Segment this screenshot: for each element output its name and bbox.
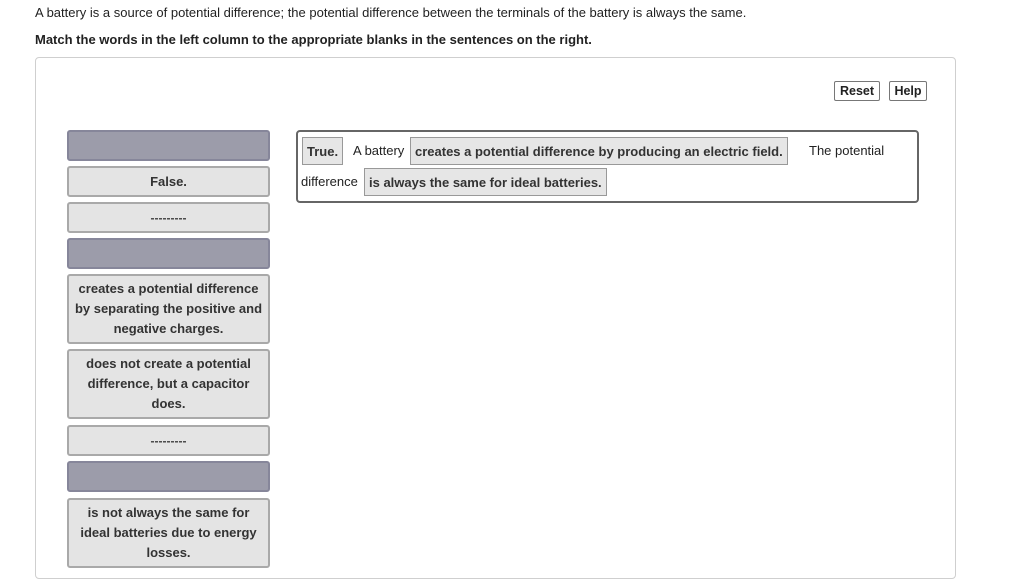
answer-tile[interactable]: does not create a potential difference, but a capacitor does. xyxy=(67,349,270,419)
answer-tile-placeholder[interactable]: --------- xyxy=(67,425,270,456)
sentence-text: difference xyxy=(301,174,358,189)
answer-tile[interactable]: is not always the same for ideal batteries due to energy losses. xyxy=(67,498,270,568)
blank-3-filled[interactable]: is always the same for ideal batteries. xyxy=(364,168,607,196)
answer-tile[interactable]: False. xyxy=(67,166,270,197)
question-intro: A battery is a source of potential difference; the potential difference between the terminals of the battery is always the same. xyxy=(35,5,747,20)
blank-2-filled[interactable]: creates a potential difference by producing an electric field. xyxy=(410,137,788,165)
blank-1-filled[interactable]: True. xyxy=(302,137,343,165)
answer-tile[interactable]: creates a potential difference by separating the positive and negative charges. xyxy=(67,274,270,344)
help-button[interactable]: Help xyxy=(889,81,927,101)
question-instruction: Match the words in the left column to the appropriate blanks in the sentences on the right. xyxy=(35,32,592,47)
sentence-text: The potential xyxy=(809,143,885,158)
sentence-text: A battery xyxy=(353,143,405,158)
answer-tile-placeholder[interactable]: --------- xyxy=(67,202,270,233)
reset-button[interactable]: Reset xyxy=(834,81,880,101)
answer-tile-empty xyxy=(67,461,270,492)
answer-tile-empty xyxy=(67,238,270,269)
answer-tile-empty xyxy=(67,130,270,161)
